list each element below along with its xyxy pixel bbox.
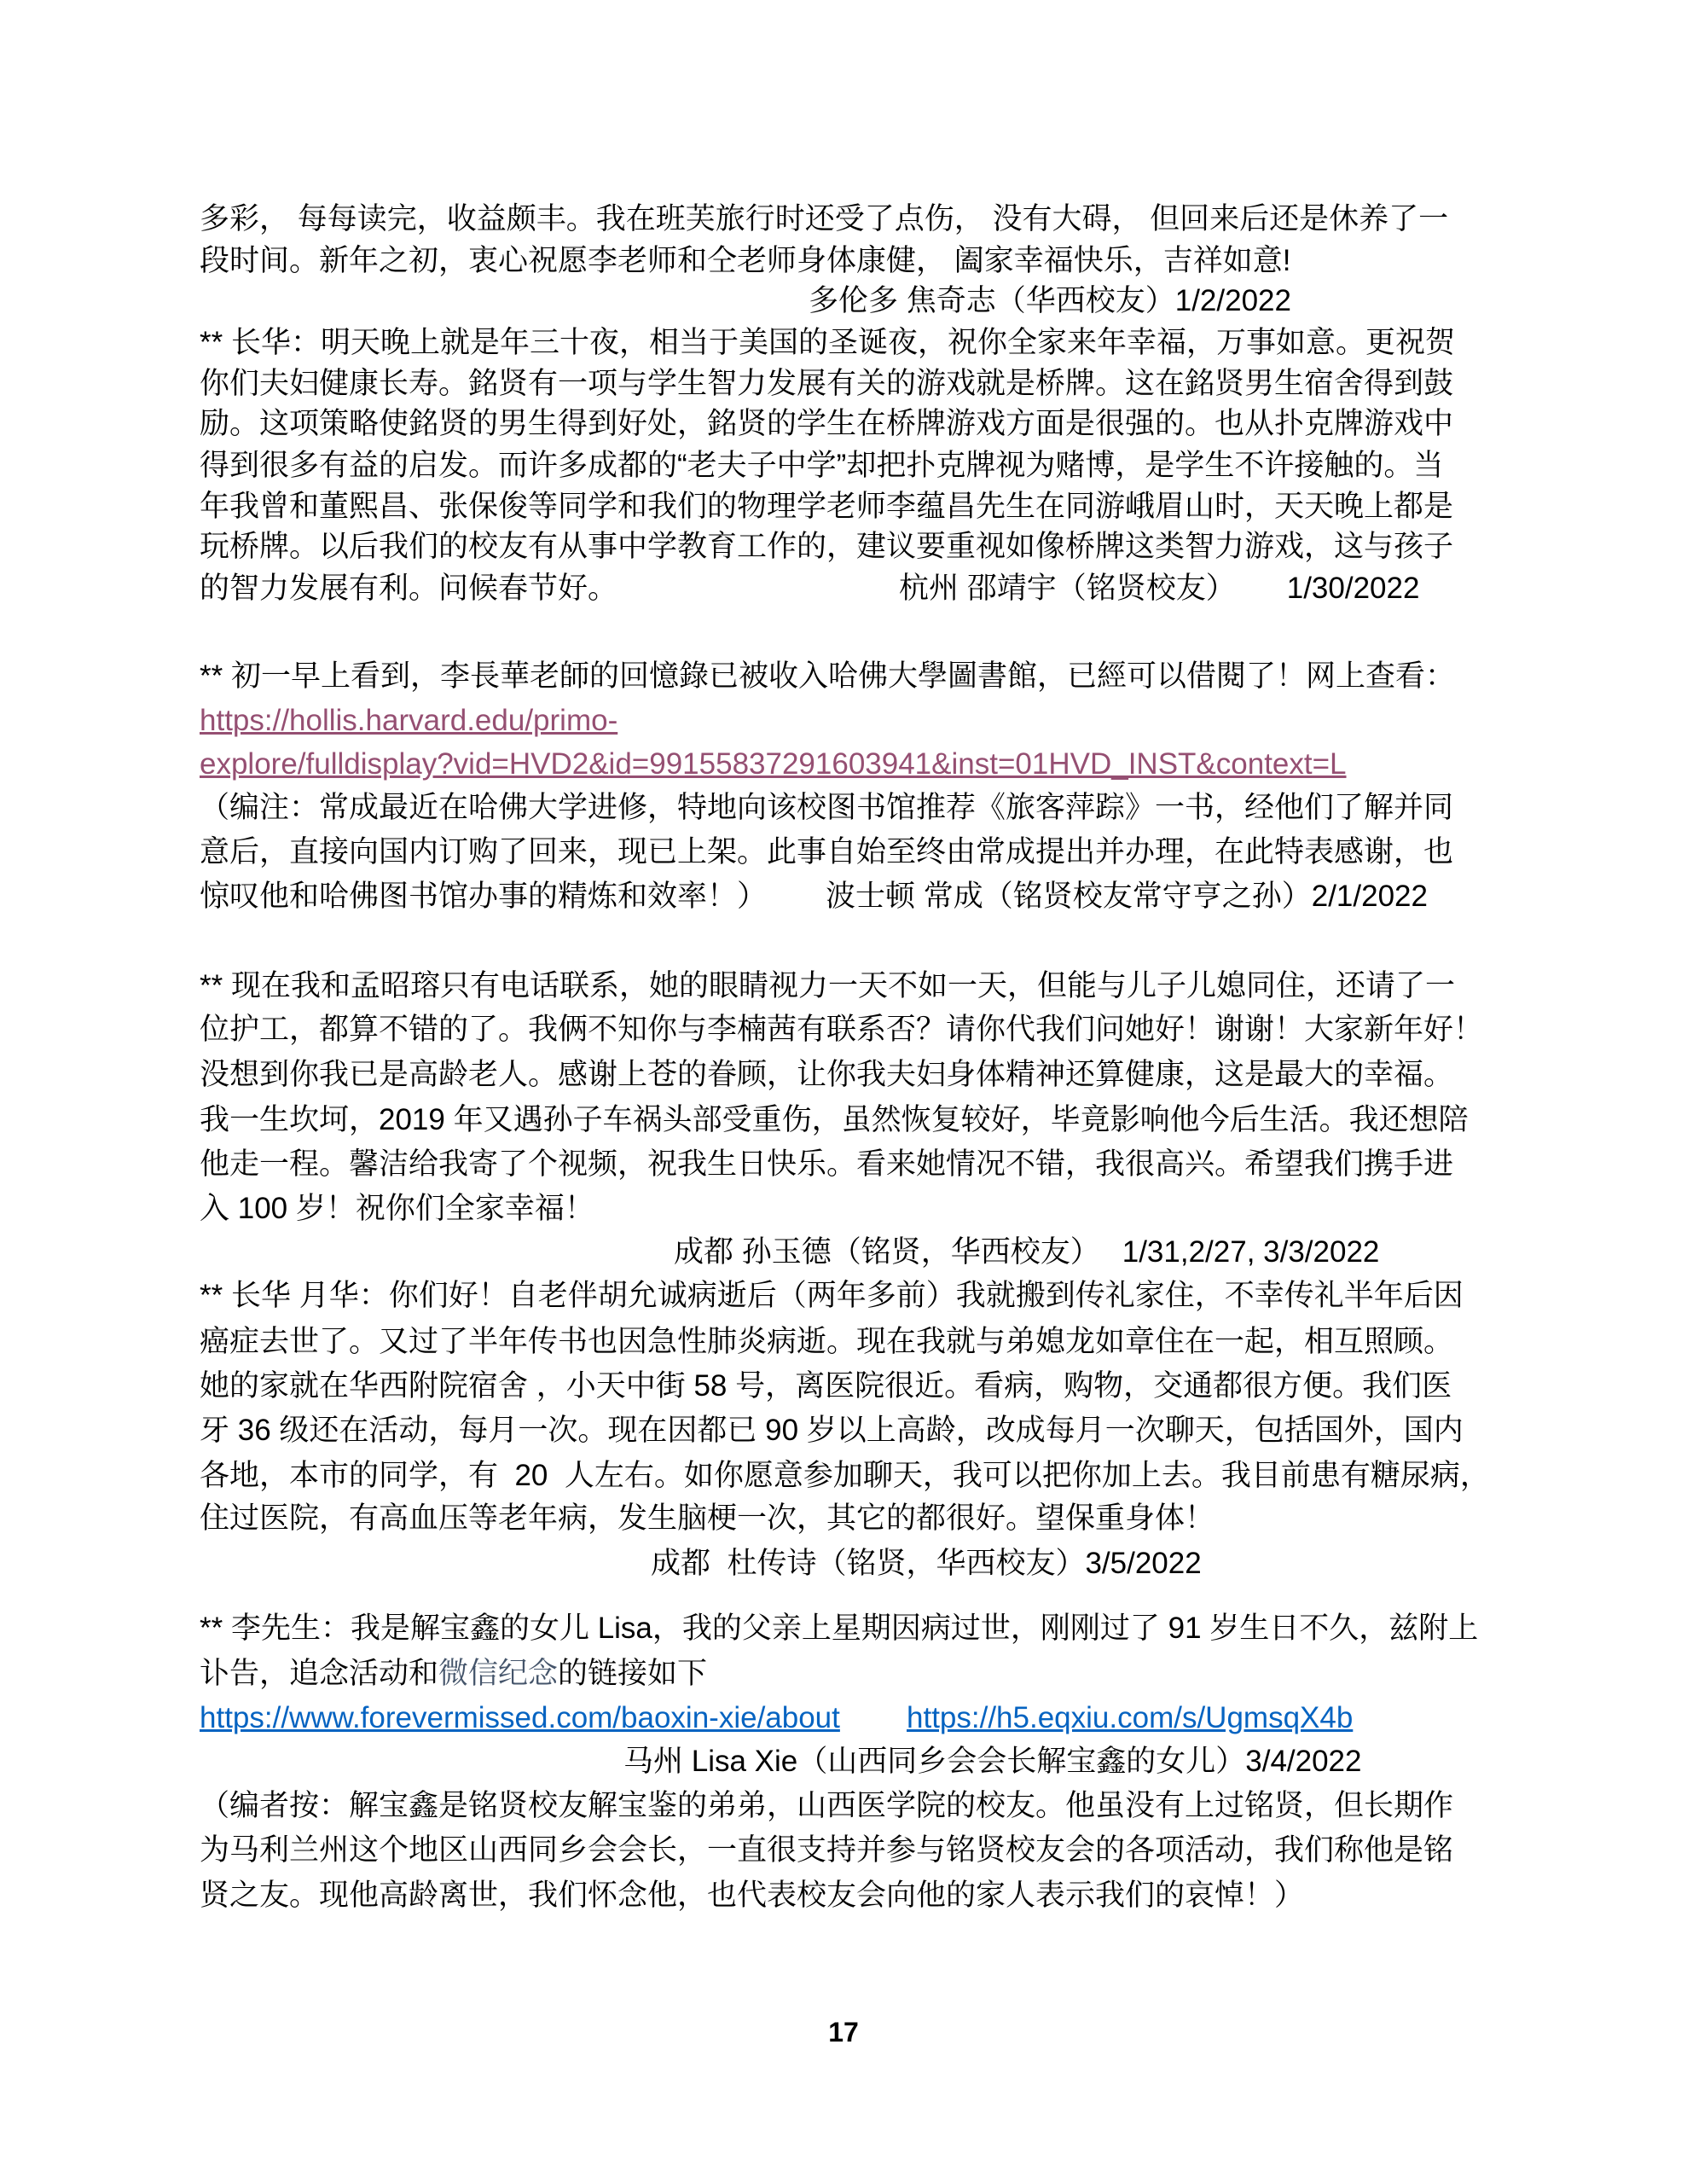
signature-author: 马州 Lisa Xie（山西同乡会会长解宝鑫的女儿） <box>623 1745 1246 1778</box>
signature-date: 3/5/2022 <box>1085 1547 1202 1580</box>
text-line: 得到很多有益的启发。而许多成都的“老夫子中学”却把扑克牌视为赌博，是学生不许接触的。当 <box>200 449 1444 482</box>
signature-author: 杭州 邵靖宇（铭贤校友） <box>899 572 1236 605</box>
text-line: ** 现在我和孟昭瑢只有电话联系，她的眼睛视力一天不如一天，但能与儿子儿媳同住，还请了一 <box>200 969 1455 1002</box>
text-line <box>200 1653 1530 1694</box>
editor-note-line: （编者按：解宝鑫是铭贤校友解宝鉴的弟弟，山西医学院的校友。他虽没有上过铭贤，但长期作 <box>200 1789 1454 1822</box>
text-line: 他走一程。馨洁给我寄了个视频，祝我生日快乐。看来她情况不错，我很高兴。希望我们携手进 <box>200 1147 1454 1181</box>
signature-date: 1/30/2022 <box>1286 572 1420 605</box>
text-line: 入 100 岁！祝你们全家幸福！ <box>200 1192 594 1225</box>
signature-author: 多伦多 焦奇志（华西校友） <box>809 284 1175 317</box>
text-line: ** 李先生：我是解宝鑫的女儿 Lisa，我的父亲上星期因病过世，刚刚过了 91 岁生日不久，兹附上 <box>200 1612 1479 1645</box>
editor-note-line: 惊叹他和哈佛图书馆办事的精炼和效率！） <box>200 880 768 913</box>
signature-date: 1/2/2022 <box>1174 284 1291 317</box>
text-line: 玩桥牌。以后我们的校友有从事中学教育工作的，建议要重视如像桥牌这类智力游戏，这与孩子 <box>200 530 1454 563</box>
text-line: 你们夫妇健康长寿。銘贤有一项与学生智力发展有关的游戏就是桥牌。这在銘贤男生宿舍得到鼓 <box>200 367 1454 400</box>
editor-note-line: 意后，直接向国内订购了回来，现已上架。此事自始至终由常成提出并办理，在此特表感谢，也 <box>200 835 1454 868</box>
signature-date: 3/4/2022 <box>1245 1745 1362 1778</box>
text-line: 位护工，都算不错的了。我俩不知你与李楠茜有联系否？请你代我们问她好！谢谢！大家新年好！ <box>200 1013 1484 1046</box>
text-line: ** 长华 月华：你们好！自老伴胡允诚病逝后（两年多前）我就搬到传礼家住，不幸传礼半年后因 <box>200 1279 1464 1312</box>
text-line: ** 初一早上看到，李長華老師的回憶錄已被收入哈佛大學圖書館，已經可以借閱了！网上查看： <box>200 659 1455 693</box>
text-line: 牙 36 级还在活动，每月一次。现在因都已 90 岁以上高龄，改成每月一次聊天，包括国外，国内 <box>200 1414 1464 1447</box>
page-number: 17 <box>828 2017 859 2048</box>
text-line: 她的家就在华西附院宿舍 ，小天中街 58 号，离医院很近。看病，购物，交通都很方便。我们医 <box>200 1369 1452 1403</box>
text-line: 段时间。新年之初，衷心祝愿李老师和仝老师身体康健， 阖家幸福快乐，吉祥如意! <box>200 244 1291 277</box>
text-line: 多彩， 每每读完，收益颇丰。我在班芙旅行时还受了点伤， 没有大碍， 但回来后还是休养了一 <box>200 202 1449 235</box>
signature <box>899 568 1559 609</box>
signature <box>651 1543 1559 1584</box>
signature <box>809 281 1559 322</box>
text-line: 我一生坎坷，2019 年又遇孙子车祸头部受重伤，虽然恢复较好，毕竟影响他今后生活。我还想陪 <box>200 1103 1469 1136</box>
text-segment: 的链接如下 <box>558 1657 708 1690</box>
editor-note-line: 为马利兰州这个地区山西同乡会会长，一直很支持并参与铭贤校友会的各项活动，我们称他是铭 <box>200 1833 1454 1867</box>
text-line: 年我曾和董熙昌、张保俊等同学和我们的物理学老师李蕴昌先生在同游峨眉山时，天天晚上都是 <box>200 490 1454 523</box>
editor-note-line: （编注：常成最近在哈佛大学进修，特地向该校图书馆推荐《旅客萍踪》一书，经他们了解并同 <box>200 791 1454 824</box>
signature <box>674 1232 1559 1273</box>
text-segment: 讣告，追念活动和 <box>200 1657 439 1690</box>
text-line: ** 长华：明天晚上就是年三十夜，相当于美国的圣诞夜，祝你全家来年幸福，万事如意。更祝贺 <box>200 326 1455 359</box>
wechat-memorial-link[interactable]: 微信纪念 <box>438 1657 559 1690</box>
signature-date: 1/31,2/27, 3/3/2022 <box>1122 1235 1380 1269</box>
signature <box>826 876 1559 917</box>
harvard-library-link[interactable]: https://hollis.harvard.edu/primo- <box>200 704 618 737</box>
signature-author: 成都 孙玉德（铭贤，华西校友） <box>674 1235 1100 1269</box>
text-line: 住过医院，有高血压等老年病，发生脑梗一次，其它的都很好。望保重身体！ <box>200 1502 1215 1535</box>
editor-note-line: 贤之友。现他高龄离世，我们怀念他，也代表校友会向他的家人表示我们的哀悼！） <box>200 1879 1305 1912</box>
harvard-library-link-continued[interactable]: explore/fulldisplay?vid=HVD2&id=99155837291603941&inst=01HVD_INST&context=L <box>200 747 1347 781</box>
text-line: 的智力发展有利。问候春节好。 <box>200 572 618 605</box>
signature-date: 2/1/2022 <box>1311 880 1428 913</box>
text-line: 各地，本市的同学，有 20 人左右。如你愿意参加聊天，我可以把你加上去。我目前患有糖尿病， <box>200 1459 1490 1492</box>
signature-author: 成都 杜传诗（铭贤，华西校友） <box>651 1547 1086 1580</box>
text-line: 励。这项策略使銘贤的男生得到好处，銘贤的学生在桥牌游戏方面是很强的。也从扑克牌游戏中 <box>200 407 1454 440</box>
forevermissed-link[interactable]: https://www.forevermissed.com/baoxin-xie/about <box>200 1701 840 1734</box>
signature <box>623 1741 1559 1782</box>
text-line: 癌症去世了。又过了半年传书也因急性肺炎病逝。现在我就与弟媳龙如章住在一起，相互照顾。 <box>200 1325 1454 1358</box>
eqxiu-link[interactable]: https://h5.eqxiu.com/s/UgmsqX4b <box>907 1701 1354 1734</box>
text-line: 没想到你我已是高龄老人。感谢上苍的眷顾，让你我夫妇身体精神还算健康，这是最大的幸福。 <box>200 1058 1454 1091</box>
signature-author: 波士顿 常成（铭贤校友常守亨之孙） <box>826 880 1312 913</box>
